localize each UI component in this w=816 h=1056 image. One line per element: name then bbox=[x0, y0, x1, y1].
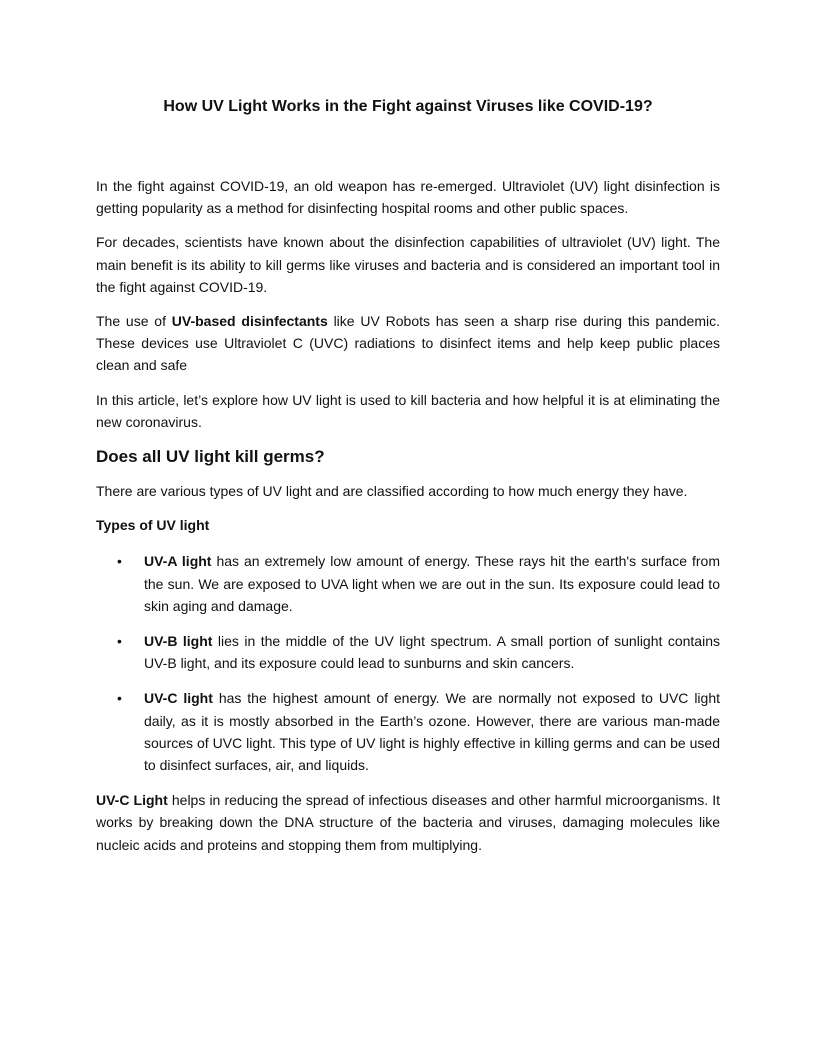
section-heading: Does all UV light kill germs? bbox=[96, 447, 325, 467]
intro-paragraph-1: In the fight against COVID-19, an old weapon has re-emerged. Ultraviolet (UV) light disinfection is getting popularity as a method for disinfecting hospital rooms and other public spaces. bbox=[96, 178, 720, 217]
bullet-icon: • bbox=[117, 553, 122, 570]
page-title: How UV Light Works in the Fight against Viruses like COVID-19? bbox=[163, 98, 653, 115]
paragraph-uv-disinfectants bbox=[96, 310, 720, 377]
bold-term: UV-C Light bbox=[96, 792, 168, 809]
bold-term: UV-based disinfectants bbox=[171, 313, 328, 330]
list-item-text: has the highest amount of energy. We are normally not exposed to UVC light daily, as it is mostly absorbed in the Earth’s ozone. However, there are various man-made sources of UVC light. This type of UV light is highly effective in killing germs and can be used to disinfect surfaces, air, and liquids. bbox=[144, 690, 720, 774]
list-item bbox=[96, 550, 720, 617]
paragraph-text: The use of bbox=[96, 313, 172, 330]
list-item bbox=[96, 687, 720, 776]
list-item-term: UV-B light bbox=[144, 633, 213, 650]
intro-paragraph-2: For decades, scientists have known about the disinfection capabilities of ultraviolet (UV) light. The main benefit is its ability to kill germs like viruses and bacteria and is considered an important tool in the fight against COVID-19. bbox=[96, 234, 720, 295]
types-subheading: Types of UV light bbox=[96, 517, 210, 534]
list-item-text: lies in the middle of the UV light spectrum. A small portion of sunlight contains UV-B light, and its exposure could lead to sunburns and skin cancers. bbox=[144, 633, 720, 672]
paragraph-text: helps in reducing the spread of infectious diseases and other harmful microorganisms. It works by breaking down the DNA structure of the bacteria and viruses, damaging molecules like nucleic acids and proteins and stopping them from multiplying. bbox=[96, 792, 720, 853]
closing-paragraph bbox=[96, 789, 720, 856]
list-item-text: has an extremely low amount of energy. These rays hit the earth's surface from the sun. We are exposed to UVA light when we are out in the sun. Its exposure could lead to skin aging and damage. bbox=[144, 553, 720, 614]
section-intro: There are various types of UV light and are classified according to how much energy they have. bbox=[96, 483, 688, 500]
list-item-term: UV-A light bbox=[144, 553, 212, 570]
bullet-icon: • bbox=[117, 633, 122, 650]
paragraph-article-overview: In this article, let’s explore how UV light is used to kill bacteria and how helpful it is at eliminating the new coronavirus. bbox=[96, 391, 720, 430]
uv-types-list bbox=[96, 550, 720, 776]
paragraph-text: like UV Robots has seen a sharp rise during this pandemic. These devices use Ultraviolet C (UVC) radiations to disinfect items and help keep public places clean and safe bbox=[96, 313, 721, 374]
article-body bbox=[96, 175, 720, 868]
bullet-icon: • bbox=[117, 690, 122, 707]
list-item-term: UV-C light bbox=[144, 690, 213, 707]
list-item bbox=[96, 630, 720, 674]
